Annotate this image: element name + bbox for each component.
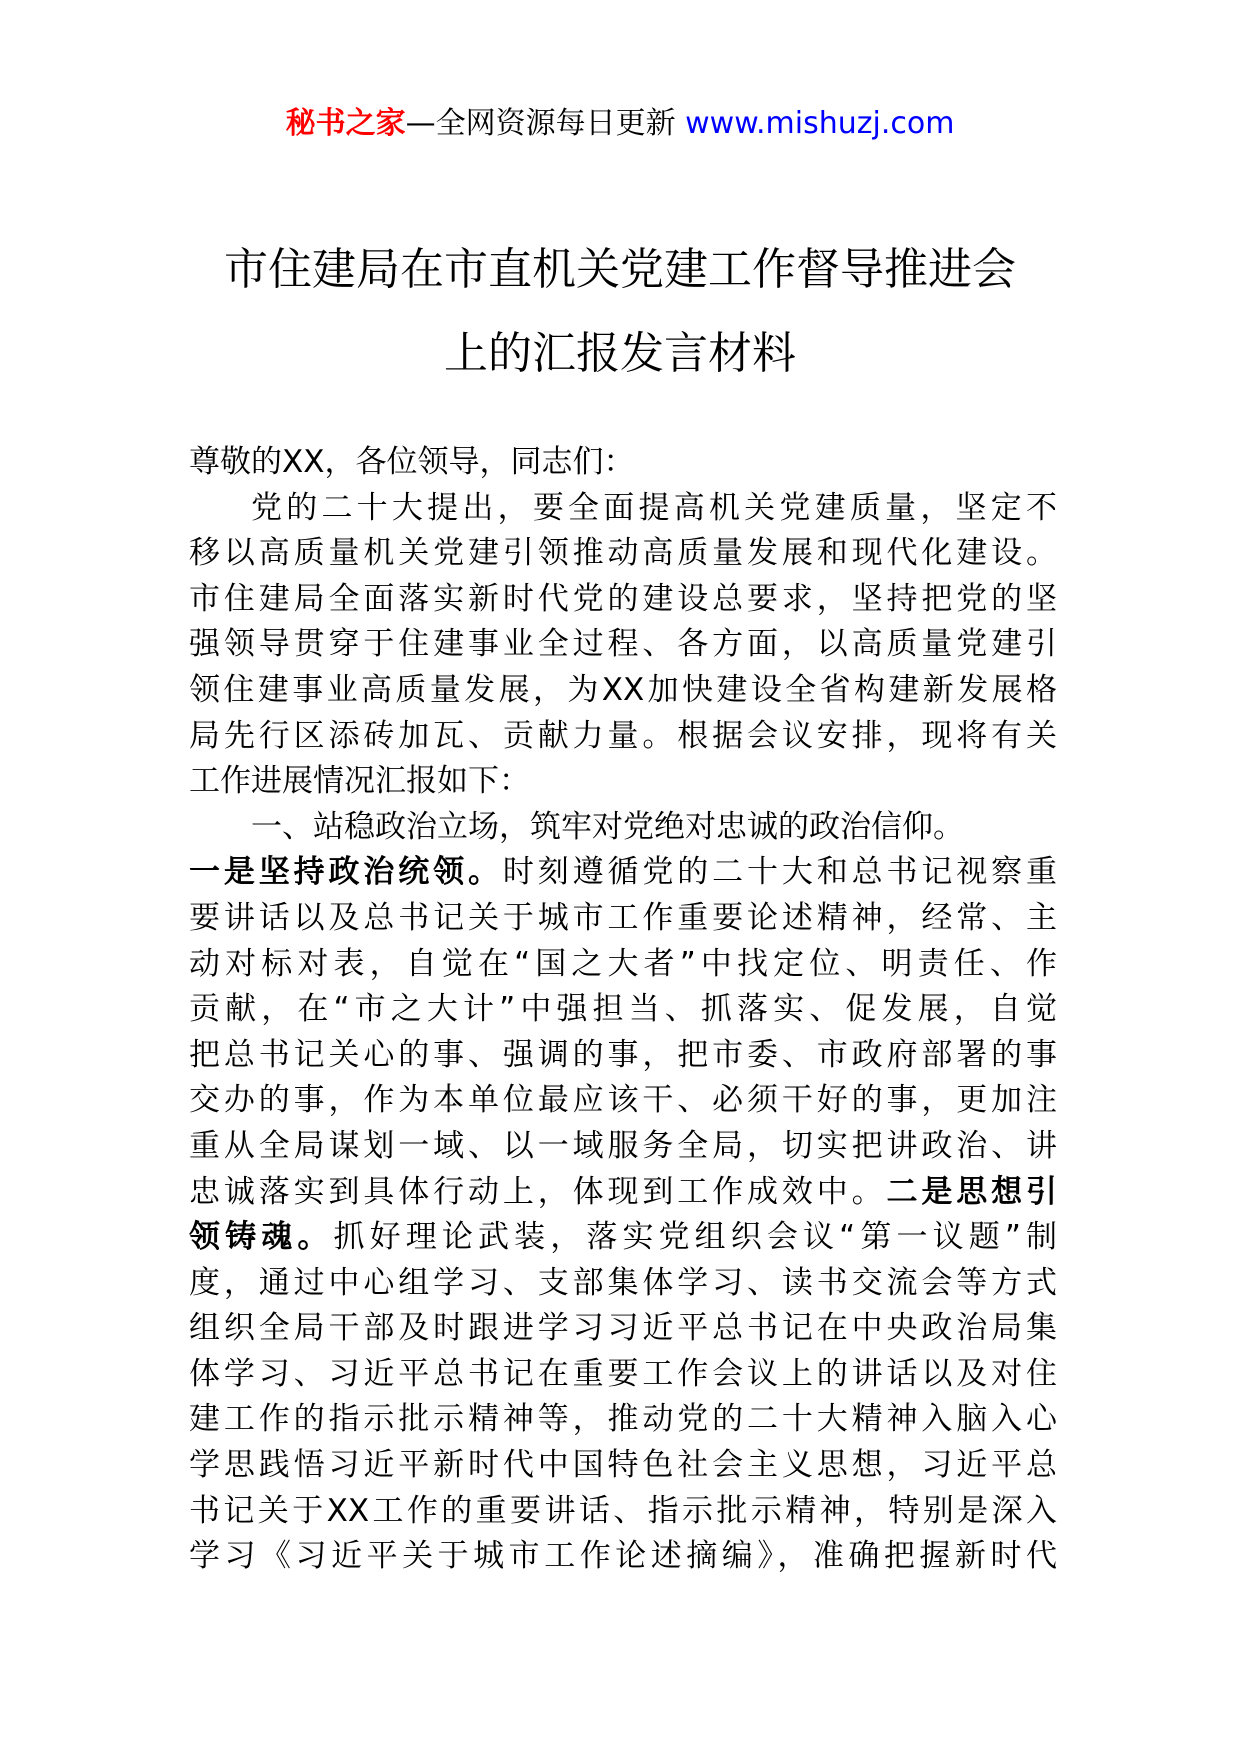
text-fragment: 时刻遵循党的二十大和总书记视察重 [502,854,1057,891]
text-line: 强领导贯穿于住建事业全过程、各方面，以高质量党建引 [189,626,1057,663]
document-body [189,440,1057,1580]
text-line: 重从全局谋划一域、以一域服务全局，切实把讲政治、讲 [189,1127,1057,1164]
text-line: 工作进展情况汇报如下： [189,763,530,800]
text-line: 度，通过中心组学习、支部集体学习、读书交流会等方式 [189,1264,1057,1301]
text-line: 组织全局干部及时跟进学习习近平总书记在中央政治局集 [189,1310,1057,1347]
text-line [189,850,1057,896]
text-fragment: 忠诚落实到具体行动上，体现到工作成效中。 [189,1173,887,1210]
text-line: 建工作的指示批示精神等，推动党的二十大精神入脑入心 [189,1401,1057,1438]
title-line-1: 市住建局在市直机关党建工作督导推进会 [224,244,1016,295]
text-line: 学思践悟习近平新时代中国特色社会主义思想，习近平总 [189,1447,1057,1484]
text-line: 贡献，在“市之大计”中强担当、抓落实、促发展，自觉 [189,991,1057,1028]
bold-lead: 二是思想引 [886,1173,1057,1210]
text-line: 领住建事业高质量发展，为XX加快建设全省构建新发展格 [189,671,1057,708]
text-line: 把总书记关心的事、强调的事，把市委、市政府部署的事 [189,1036,1057,1073]
document-title [150,228,1090,396]
text-line: 体学习、习近平总书记在重要工作会议上的讲话以及对住 [189,1355,1057,1392]
text-line [189,1215,1057,1261]
section-heading: 一、站稳政治立场，筑牢对党绝对忠诚的政治信仰。 [251,808,964,845]
text-line [189,1170,1057,1216]
text-line: 交办的事，作为本单位最应该干、必须干好的事，更加注 [189,1082,1057,1119]
text-line: 移以高质量机关党建引领推动高质量发展和现代化建设。 [189,535,1057,572]
bold-lead: 一是坚持政治统领。 [189,854,503,891]
site-url-link[interactable]: www.mishuzj.com [685,106,955,141]
text-line: 市住建局全面落实新时代党的建设总要求，坚持把党的坚 [189,580,1057,617]
text-line: 局先行区添砖加瓦、贡献力量。根据会议安排，现将有关 [189,717,1057,754]
text-line: 动对标对表，自觉在“国之大者”中找定位、明责任、作 [189,945,1057,982]
text-fragment: 抓好理论武装，落实党组织会议“第一议题”制 [333,1219,1057,1256]
site-header [0,100,1240,148]
paragraph-section-one [189,805,1057,1580]
salutation: 尊敬的XX，各位领导，同志们： [189,444,635,480]
site-brand: 秘书之家 [285,106,406,141]
text-line: 书记关于XX工作的重要讲话、指示批示精神，特别是深入 [189,1492,1057,1529]
bold-lead: 领铸魂。 [189,1219,334,1256]
text-line: 党的二十大提出，要全面提高机关党建质量，坚定不 [251,489,1057,526]
paragraph-intro [189,486,1057,805]
text-line: 学习《习近平关于城市工作论述摘编》，准确把握新时代 [189,1538,1057,1575]
text-line: 要讲话以及总书记关于城市工作重要论述精神，经常、主 [189,899,1057,936]
title-line-2: 上的汇报发言材料 [444,328,796,379]
site-slogan: —全网资源每日更新 [405,106,686,141]
